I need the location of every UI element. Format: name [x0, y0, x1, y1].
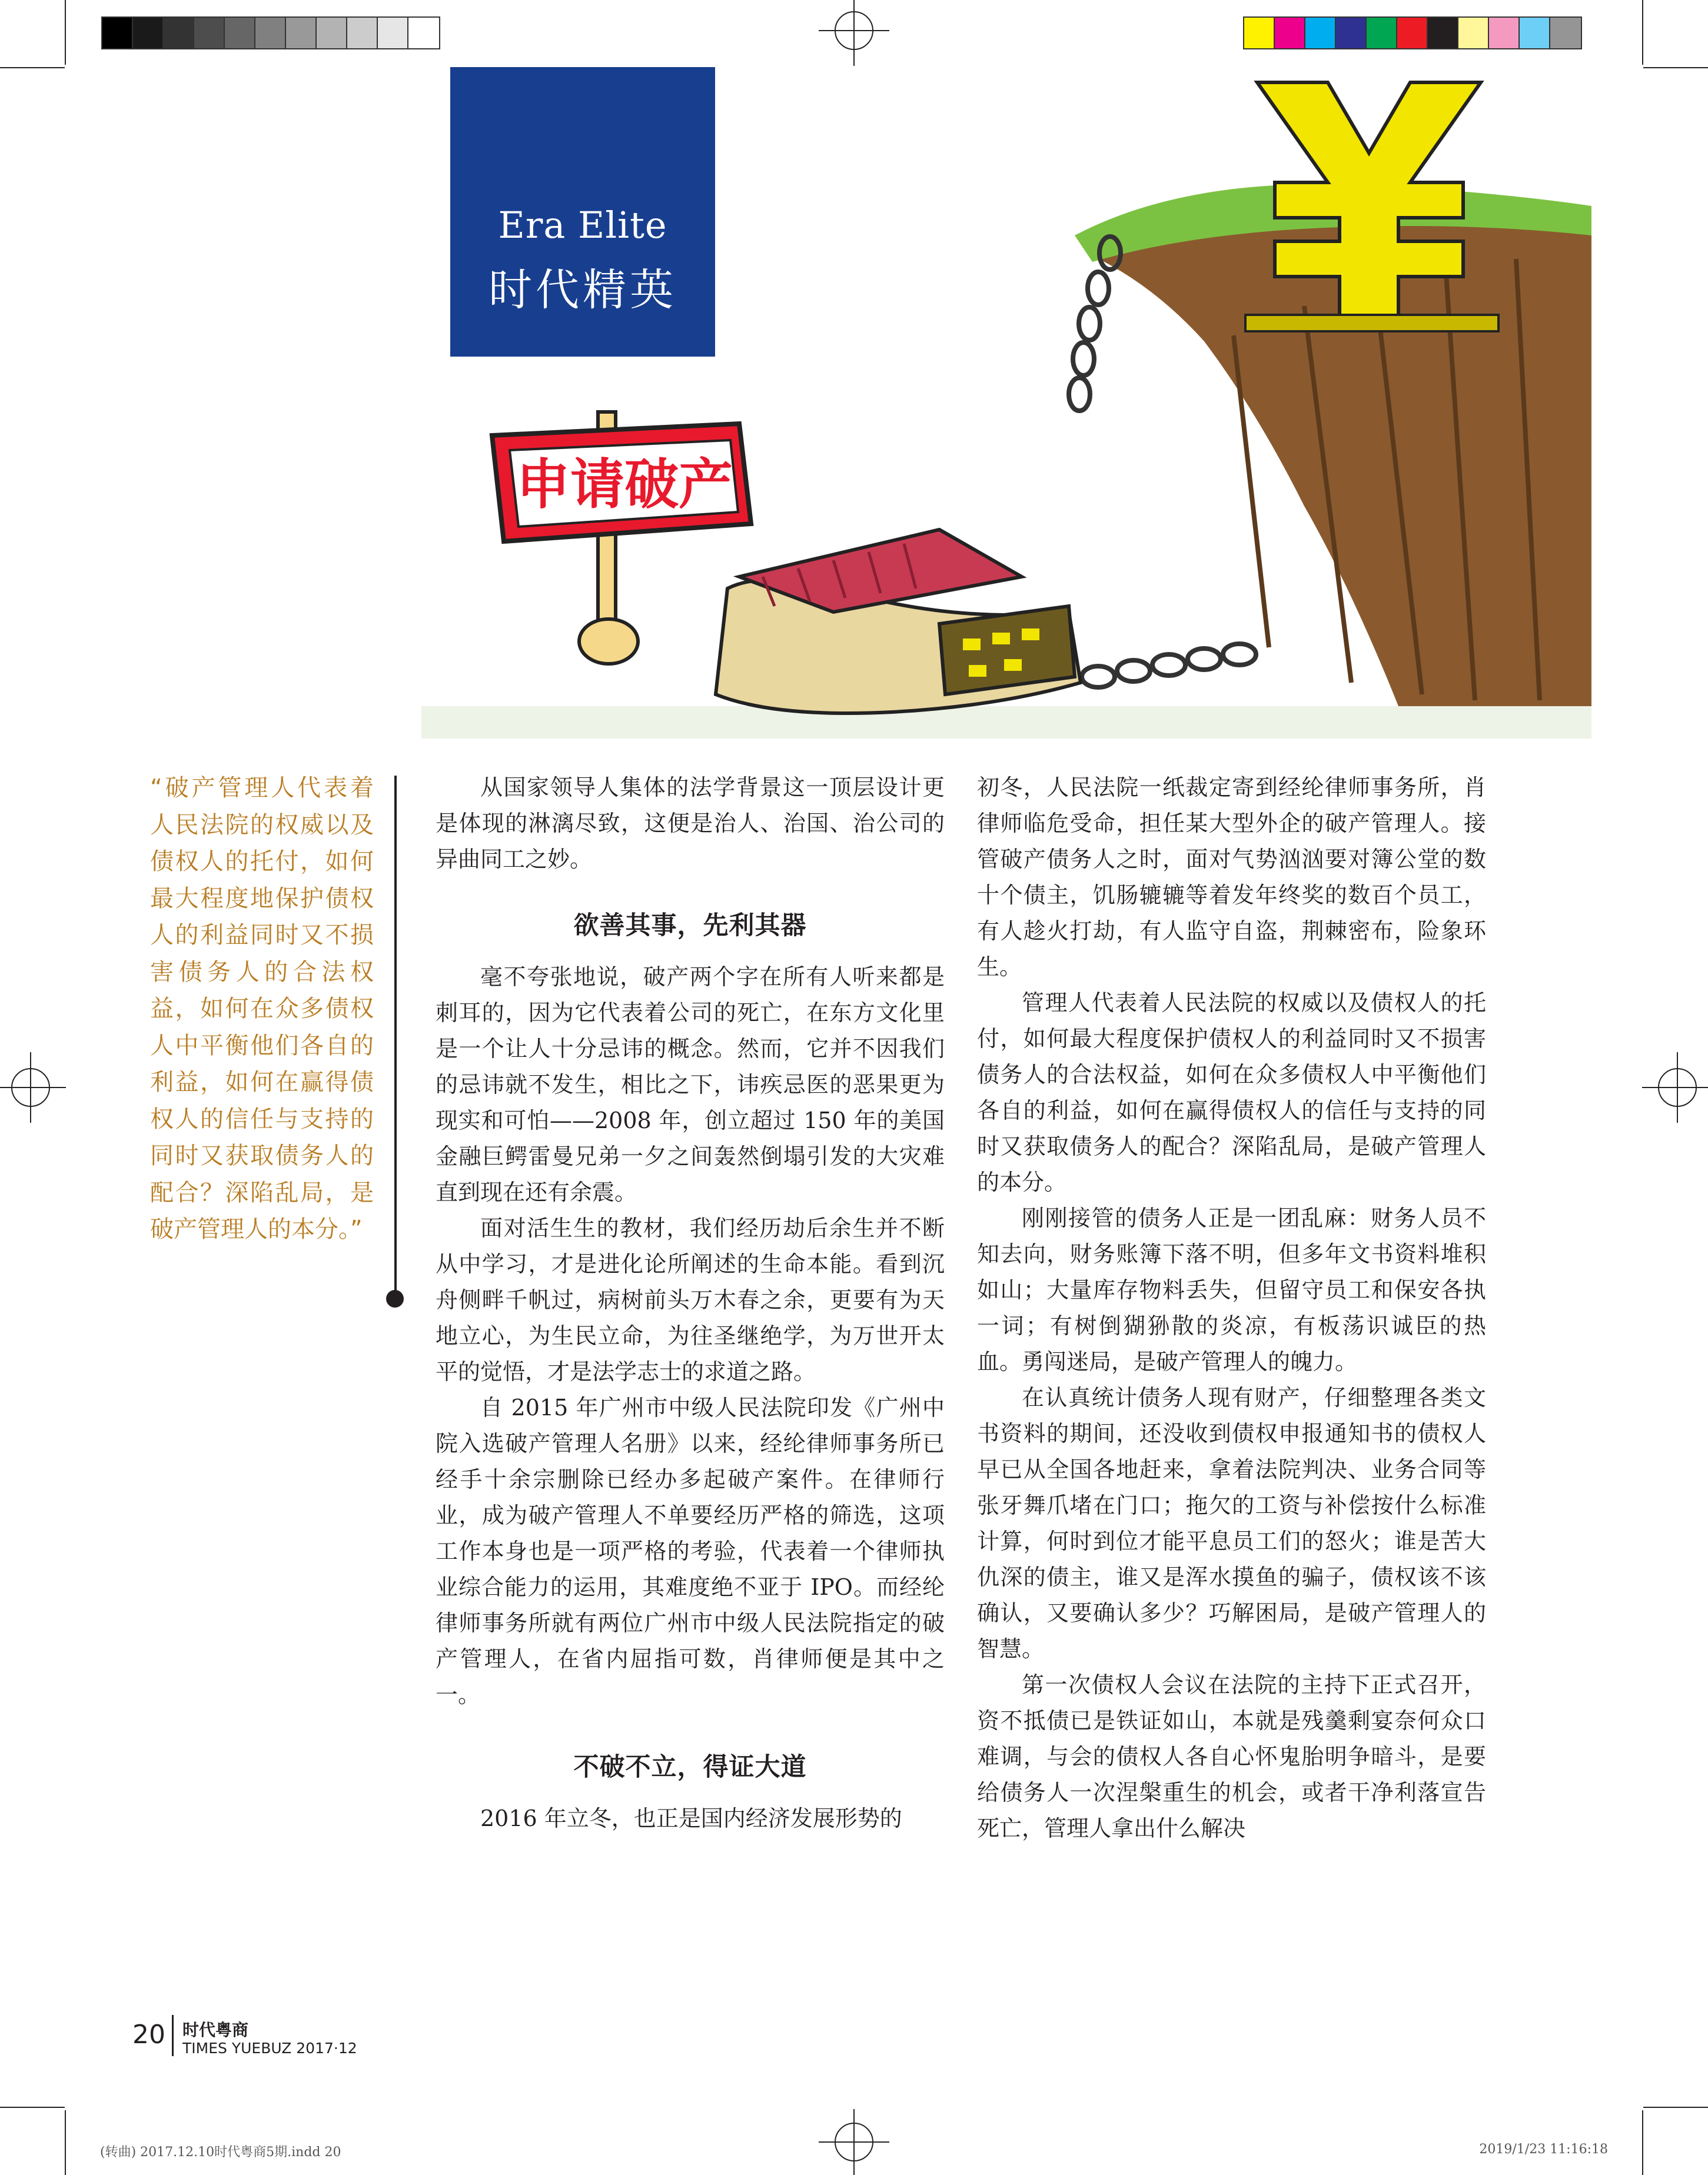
paragraph: 在认真统计债务人现有财产，仔细整理各类文书资料的期间，还没收到债权申报通知书的债权人早已从全国各地赶来，拿着法院判决、业务合同等张牙舞爪堵在门口；拖欠的工资与补偿按什么标准计算，何时到位才能平息员工们的怒火；谁是苦大仇深的债主，谁又是浑水摸鱼的骗子，债权该不该确认，又要确认多少？巧解困局，是破产管理人的智慧。	[977, 1385, 1486, 1662]
section-heading: 欲善其事，先利其器	[573, 911, 807, 940]
article-column-2	[977, 770, 1486, 1847]
section-title-en: Era Elite	[498, 204, 667, 247]
sign-text: 申请破产	[516, 453, 733, 516]
print-slug-timestamp: 2019/1/23 11:16:18	[1479, 2142, 1608, 2157]
paragraph: 毫不夸张地说，破产两个字在所有人听来都是刺耳的，因为它代表着公司的死亡，在东方文化里是一个让人十分忌讳的概念。然而，它并不因我们的忌讳就不发生，相比之下，讳疾忌医的恶果更为现实和可怕——2008 年，创立超过 150 年的美国金融巨鳄雷曼兄弟一夕之间轰然倒塌引发的大灾难直到现在还有余震。	[436, 964, 945, 1205]
section-header	[450, 67, 715, 357]
pull-quote-dot	[386, 1290, 404, 1308]
page-number: 20	[132, 2020, 165, 2050]
pull-quote: “破产管理人代表着人民法院的权威以及债权人的托付，如何最大程度地保护债权人的利益同时又不损害债务人的合法权益，如何在众多债权人中平衡他们各自的利益，如何在赢得债权人的信任与支持的同时又获取债务人的配合？深陷乱局，是破产管理人的本分。”	[150, 774, 374, 1243]
paragraph: 管理人代表着人民法院的权威以及债权人的托付，如何最大程度保护债权人的利益同时又不损害债务人的合法权益，如何在众多债权人中平衡他们各自的利益，如何在赢得债权人的信任与支持的同时又获取债务人的配合？深陷乱局，是破产管理人的本分。	[977, 990, 1486, 1195]
publication-name-en: TIMES YUEBUZ 2017·12	[182, 2040, 357, 2057]
article-column-1	[436, 770, 945, 1837]
paragraph: 刚刚接管的债务人正是一团乱麻：财务人员不知去向，财务账簿下落不明，但多年文书资料堆积如山；大量库存物料丢失，但留守员工和保安各执一词；有树倒猢狲散的炎凉，有板荡识诚臣的热血。勇闯迷局，是破产管理人的魄力。	[977, 1205, 1486, 1375]
print-slug-file: (转曲) 2017.12.10时代粤商5期.indd 20	[100, 2145, 341, 2160]
paragraph: 第一次债权人会议在法院的主持下正式召开，资不抵债已是铁证如山，本就是残羹剩宴奈何众口难调，与会的债权人各自心怀鬼胎明争暗斗，是要给债务人一次涅槃重生的机会，或者干净利落宣告死亡，管理人拿出什么解决	[977, 1672, 1486, 1841]
paragraph: 从国家领导人集体的法学背景这一顶层设计更是体现的淋漓尽致，这便是治人、治国、治公司的异曲同工之妙。	[436, 774, 945, 872]
paragraph: 自 2015 年广州市中级人民法院印发《广州中院入选破产管理人名册》以来，经纶律师事务所已经手十余宗删除已经办多起破产案件。在律师行业，成为破产管理人不单要经历严格的筛选，这项工作本身也是一项严格的考验，代表着一个律师执业综合能力的运用，其难度绝不亚于 IPO。而经纶律师事务所就有两位广州市中级人民法院指定的破产管理人，在省内屈指可数，肖律师便是其中之一。	[436, 1395, 945, 1708]
section-title-cn: 时代精英	[489, 265, 677, 315]
paragraph: 2016 年立冬，也正是国内经济发展形势的	[480, 1805, 902, 1831]
section-heading: 不破不立，得证大道	[573, 1752, 807, 1782]
paragraph: 初冬，人民法院一纸裁定寄到经纶律师事务所，肖律师临危受命，担任某大型外企的破产管理人。接管破产债务人之时，面对气势汹汹要对簿公堂的数十个债主，饥肠辘辘等着发年终奖的数百个员工，有人趁火打劫，有人监守自盗，荆棘密布，险象环生。	[977, 774, 1486, 980]
publication-name-cn: 时代粤商	[182, 2020, 249, 2040]
pull-quote-rule	[394, 776, 397, 1293]
footer-divider	[172, 2015, 174, 2056]
paragraph: 面对活生生的教材，我们经历劫后余生并不断从中学习，才是进化论所阐述的生命本能。看到沉舟侧畔千帆过，病树前头万木春之余，更要有为天地立心，为生民立命，为往圣继绝学，为万世开太平的觉悟，才是法学志士的求道之路。	[436, 1215, 945, 1385]
